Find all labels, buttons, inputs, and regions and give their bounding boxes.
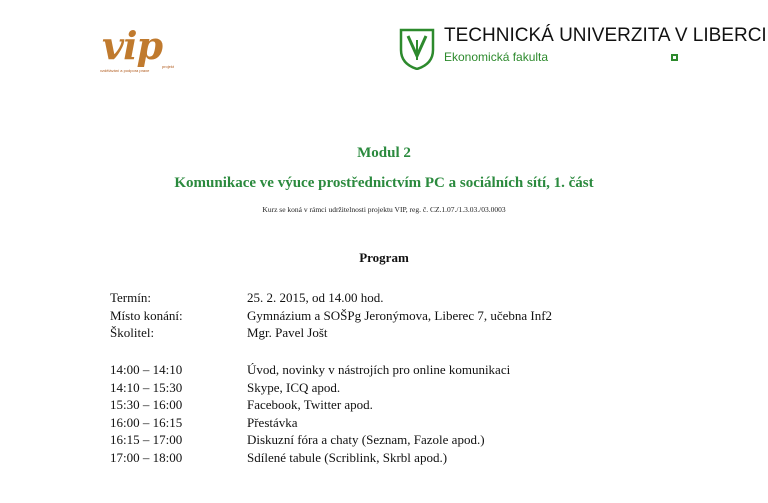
project-note: Kurz se koná v rámci udržitelnosti projektu VIP, reg. č. CZ.1.07./1.3.03./03.0003 xyxy=(262,205,506,214)
schedule-time: 17:00 – 18:00 xyxy=(110,449,183,465)
university-name: TECHNICKÁ UNIVERZITA V LIBERCI xyxy=(444,25,767,46)
schedule-time: 15:30 – 16:00 xyxy=(110,397,183,412)
vip-logo-text: vip xyxy=(102,23,163,68)
course-title: Komunikace ve výuce prostřednictvím PC a sociálních sítí, 1. část xyxy=(174,175,594,191)
info-label: Termín: xyxy=(110,290,151,305)
schedule-item: Diskuzní fóra a chaty (Seznam, Fazole apod.) xyxy=(247,432,485,447)
schedule-time: 14:00 – 14:10 xyxy=(110,362,183,377)
schedule-item: Přestávka xyxy=(247,414,298,430)
vip-logo-subtext: vzdělávání a podpora praxe xyxy=(100,68,150,73)
vip-logo-tag: projekt xyxy=(162,64,175,69)
schedule-time: 14:10 – 15:30 xyxy=(110,379,183,395)
info-value: Gymnázium a SOŠPg Jeronýmova, Liberec 7, učebna Inf2 xyxy=(247,307,553,323)
schedule-item: Skype, ICQ apod. xyxy=(247,379,341,395)
program-heading: Program xyxy=(359,250,409,265)
schedule-time: 16:15 – 17:00 xyxy=(110,432,183,447)
schedule-time: 16:00 – 16:15 xyxy=(110,414,183,430)
schedule-item: Sdílené tabule (Scriblink, Skrbl apod.) xyxy=(247,449,448,465)
schedule-item: Úvod, novinky v nástrojích pro online komunikaci xyxy=(247,362,511,377)
info-value: 25. 2. 2015, od 14.00 hod. xyxy=(247,290,384,305)
square-icon xyxy=(671,54,678,61)
tul-emblem-icon xyxy=(398,26,436,70)
module-heading: Modul 2 xyxy=(357,145,411,161)
faculty-name: Ekonomická fakulta xyxy=(444,50,549,64)
info-label: Školitel: xyxy=(110,325,155,340)
info-value: Mgr. Pavel Jošt xyxy=(247,325,328,340)
vip-logo xyxy=(100,24,180,84)
schedule-item: Facebook, Twitter apod. xyxy=(247,397,373,412)
info-label: Místo konání: xyxy=(110,307,183,323)
